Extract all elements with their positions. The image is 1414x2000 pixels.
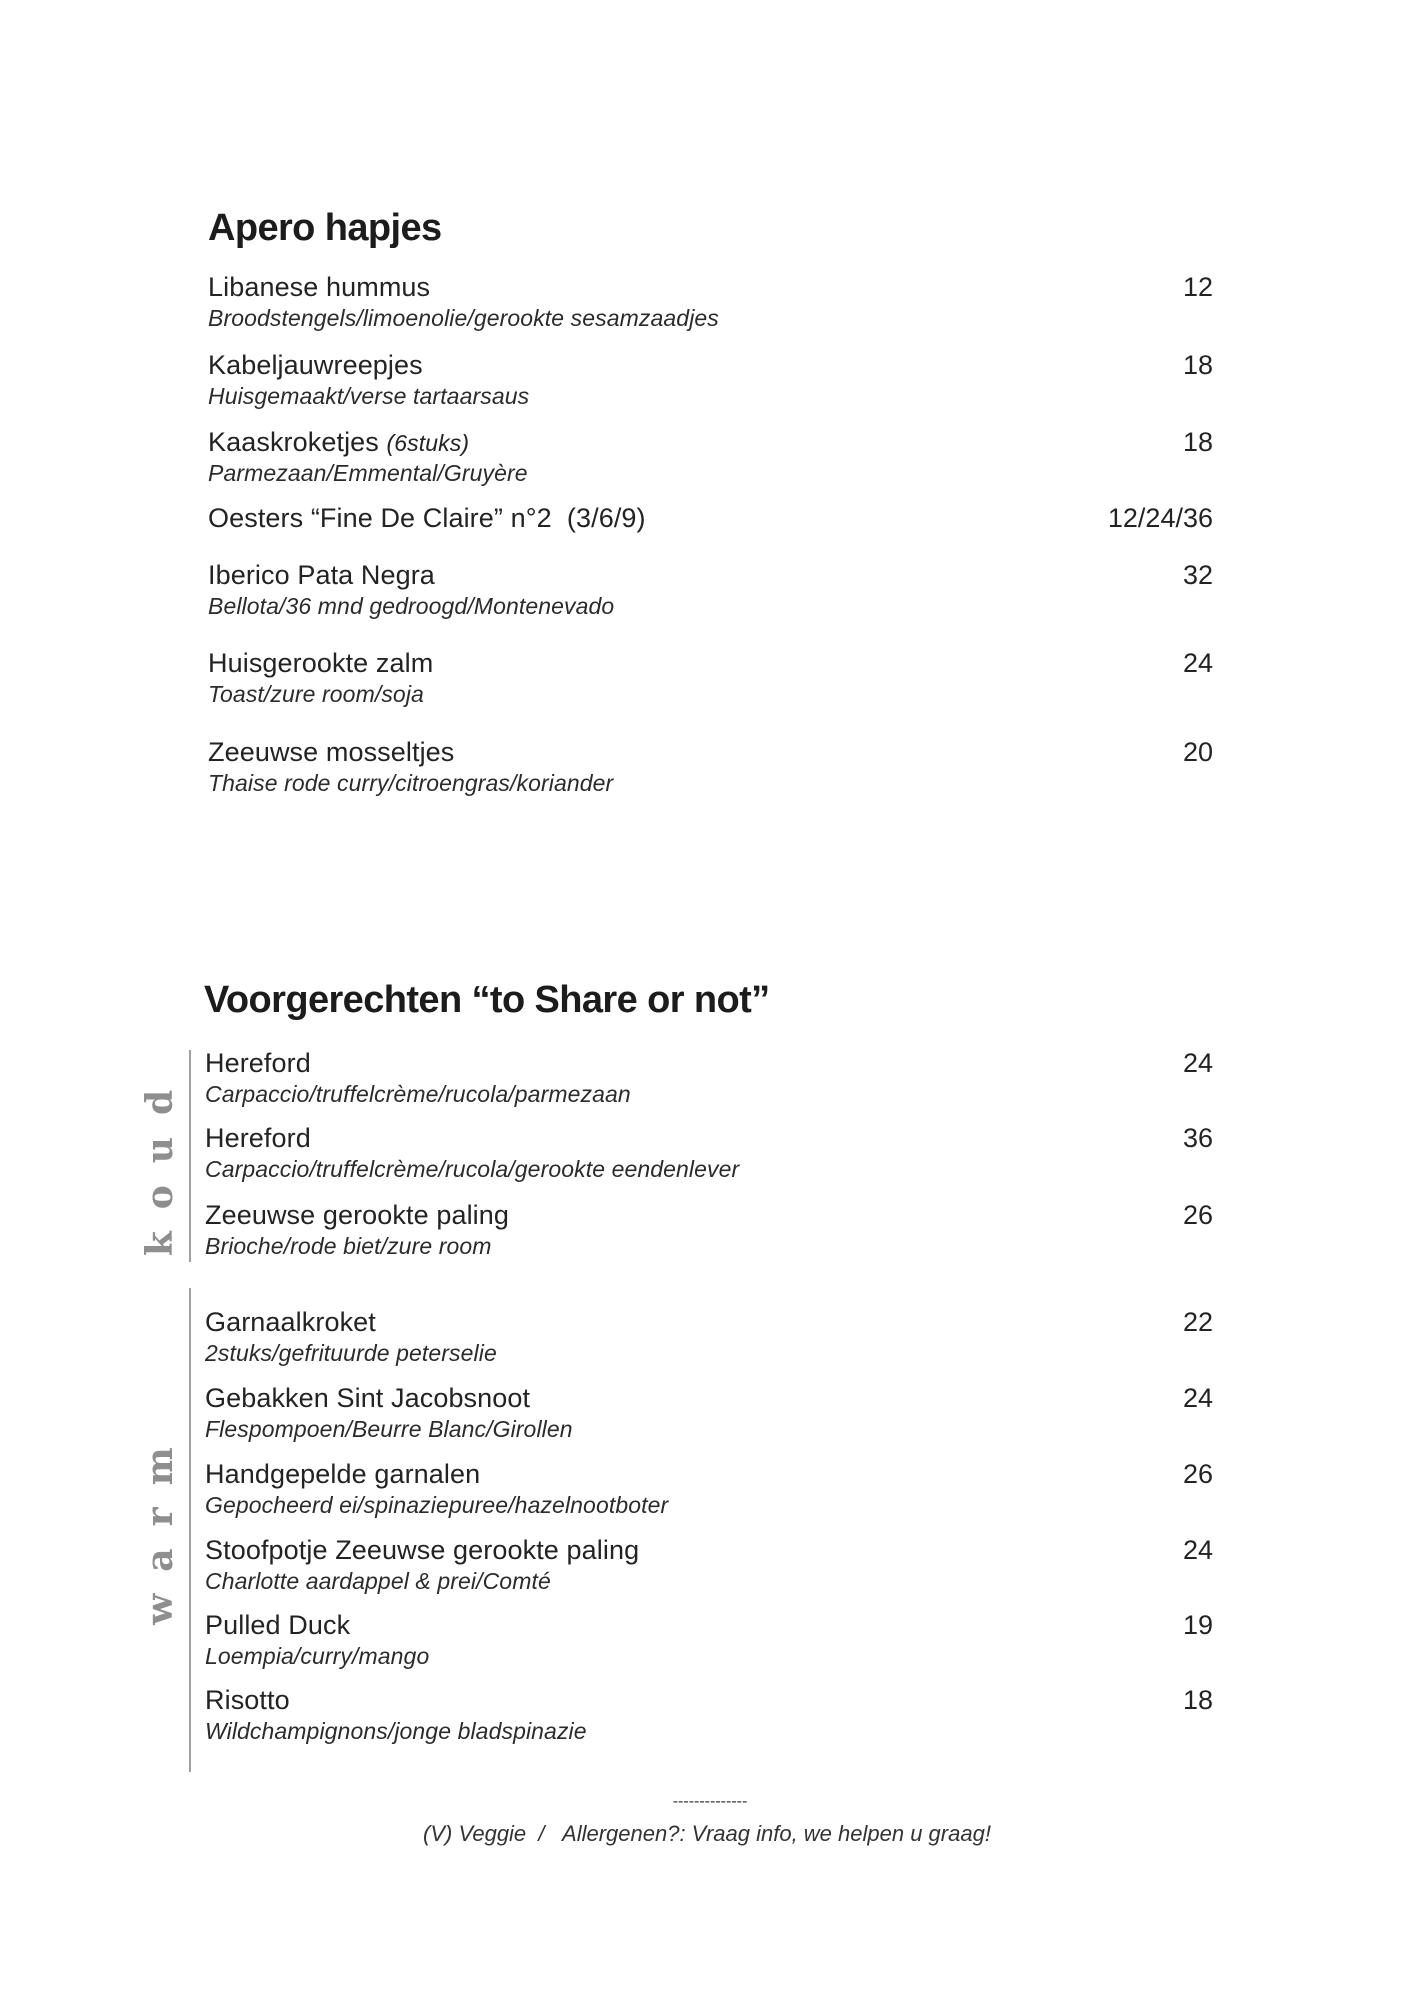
footer-note: (V) Veggie / Allergenen?: Vraag info, we helpen u graag! <box>423 1821 991 1846</box>
menu-item <box>0 1612 1414 1672</box>
menu-item <box>0 1125 1414 1185</box>
menu-item <box>0 429 1414 489</box>
item-description: Brioche/rode biet/zure room <box>205 1233 492 1259</box>
item-price: 26 <box>1182 1459 1213 1489</box>
item-description: Carpaccio/truffelcrème/rucola/gerookte eendenlever <box>205 1156 740 1182</box>
group-label-koud: koud <box>139 1067 181 1257</box>
item-price: 24 <box>1182 648 1213 678</box>
item-price: 18 <box>1182 350 1213 380</box>
item-name: Risotto <box>205 1685 290 1715</box>
item-description: Parmezaan/Emmental/Gruyère <box>208 460 528 486</box>
item-description: Toast/zure room/soja <box>208 681 424 707</box>
group-label-warm: warm <box>139 1425 181 1625</box>
item-name: Huisgerookte zalm <box>208 648 434 678</box>
item-price: 24 <box>1182 1048 1213 1078</box>
item-description: Thaise rode curry/citroengras/koriander <box>208 770 614 796</box>
item-name: Hereford <box>205 1123 311 1153</box>
item-note: (6stuks) <box>386 430 470 456</box>
item-price: 36 <box>1182 1123 1213 1153</box>
menu-item <box>0 1461 1414 1521</box>
menu-item <box>0 1050 1414 1110</box>
item-description: Bellota/36 mnd gedroogd/Montenevado <box>208 593 615 619</box>
menu-item <box>0 1202 1414 1262</box>
menu-item <box>0 1385 1414 1445</box>
footer-separator: -------------- <box>672 1793 748 1810</box>
menu-item <box>0 1687 1414 1747</box>
item-description: Wildchampignons/jonge bladspinazie <box>205 1718 587 1744</box>
item-description: Flespompoen/Beurre Blanc/Girollen <box>205 1416 573 1442</box>
item-price: 12 <box>1182 272 1213 302</box>
item-name: Pulled Duck <box>205 1610 351 1640</box>
menu-item <box>0 505 1414 565</box>
item-name: Hereford <box>205 1048 311 1078</box>
item-description: Gepocheerd ei/spinaziepuree/hazelnootboter <box>205 1492 669 1518</box>
item-price: 32 <box>1182 560 1213 590</box>
menu-item <box>0 650 1414 710</box>
item-price: 12/24/36 <box>1107 503 1213 533</box>
item-description: 2stuks/gefrituurde peterselie <box>205 1340 497 1366</box>
item-name: Garnaalkroket <box>205 1307 376 1337</box>
item-description: Huisgemaakt/verse tartaarsaus <box>208 383 530 409</box>
section-title-voorgerechten: Voorgerechten “to Share or not” <box>204 979 770 1021</box>
menu-item <box>0 1537 1414 1597</box>
menu-item <box>0 274 1414 334</box>
item-name: Libanese hummus <box>208 272 431 302</box>
item-description: Loempia/curry/mango <box>205 1643 430 1669</box>
item-name-text: Kaaskroketjes <box>208 427 379 457</box>
item-name: Gebakken Sint Jacobsnoot <box>205 1383 531 1413</box>
item-description: Broodstengels/limoenolie/gerookte sesamzaadjes <box>208 305 719 331</box>
item-price: 19 <box>1182 1610 1213 1640</box>
item-price: 18 <box>1182 1685 1213 1715</box>
item-price: 24 <box>1182 1535 1213 1565</box>
item-description: Carpaccio/truffelcrème/rucola/parmezaan <box>205 1081 631 1107</box>
item-price: 22 <box>1182 1307 1213 1337</box>
item-name: Oesters “Fine De Claire” n°2 (3/6/9) <box>208 503 646 533</box>
menu-item <box>0 739 1414 799</box>
item-name: Iberico Pata Negra <box>208 560 435 590</box>
item-price: 24 <box>1182 1383 1213 1413</box>
item-name: Handgepelde garnalen <box>205 1459 481 1489</box>
item-name: Stoofpotje Zeeuwse gerookte paling <box>205 1535 640 1565</box>
item-name: Zeeuwse mosseltjes <box>208 737 455 767</box>
menu-item <box>0 562 1414 622</box>
item-description: Charlotte aardappel & prei/Comté <box>205 1568 551 1594</box>
section-title-apero: Apero hapjes <box>208 207 442 249</box>
item-name <box>208 429 469 457</box>
menu-item <box>0 1309 1414 1369</box>
menu-item <box>0 352 1414 412</box>
item-price: 20 <box>1182 737 1213 767</box>
item-name: Kabeljauwreepjes <box>208 350 423 380</box>
item-price: 18 <box>1182 427 1213 457</box>
item-name: Zeeuwse gerookte paling <box>205 1200 509 1230</box>
item-price: 26 <box>1182 1200 1213 1230</box>
